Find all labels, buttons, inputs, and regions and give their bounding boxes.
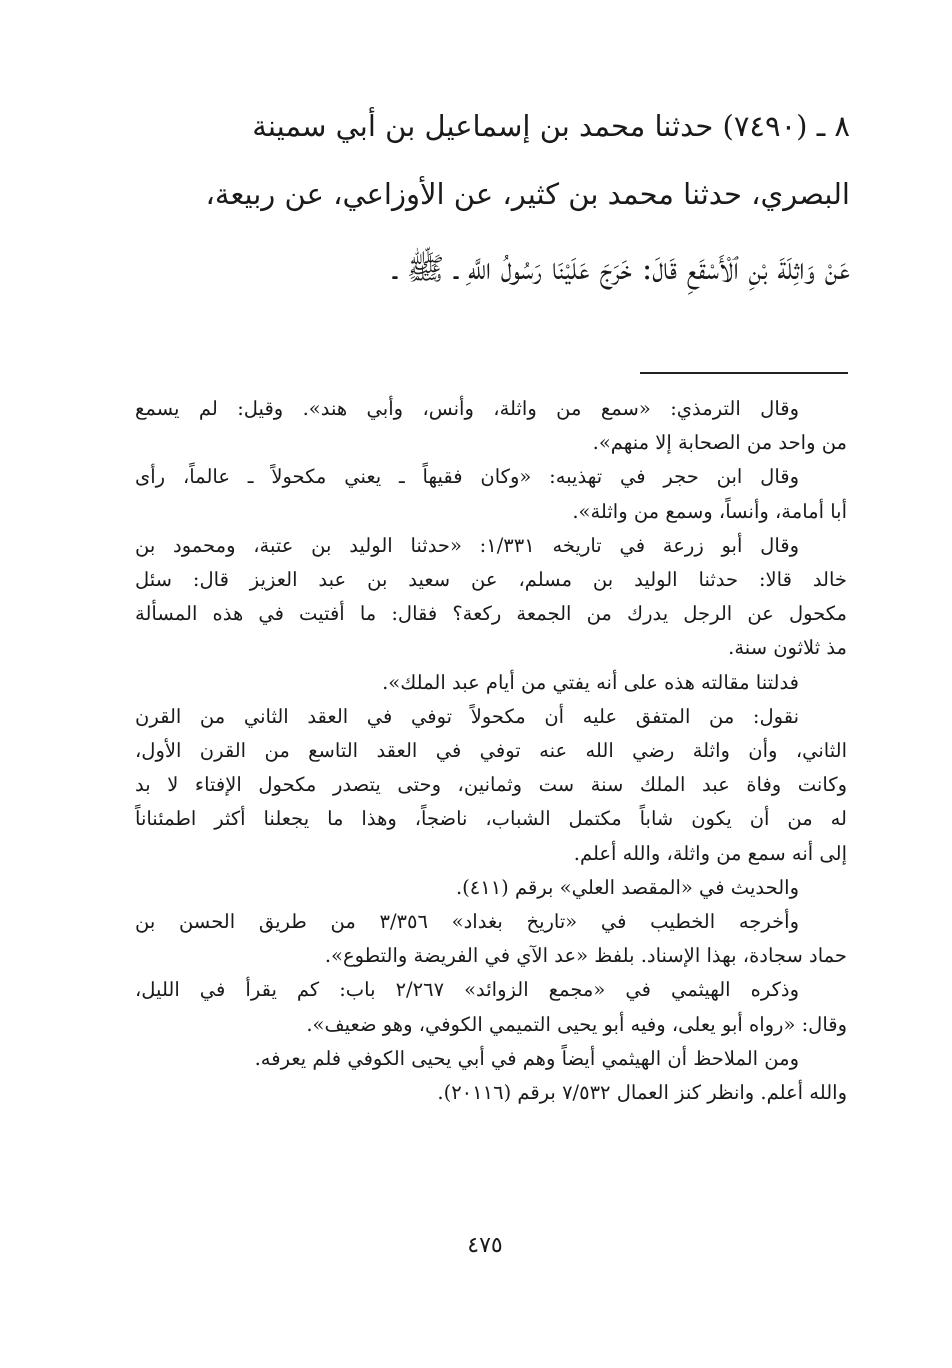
- footnote-line: وكانت وفاة عبد الملك سنة ست وثمانين، وحتى يتصدر مكحول الإفتاء لا بد: [135, 773, 847, 797]
- footnote-line: وأخرجه الخطيب في «تاريخ بغداد» ٣/٣٥٦ من طريق الحسن بن: [135, 910, 800, 934]
- footnote-line: وقال ابن حجر في تهذيبه: «وكان فقيهاً ـ يعني مكحولاً ـ عالماً، رأى: [135, 465, 799, 489]
- footnote-line: وذكره الهيثمي في «مجمع الزوائد» ٢/٢٦٧ باب: كم يقرأ في الليل،: [135, 978, 799, 1002]
- footnote-line: مذ ثلاثون سنة.: [728, 636, 847, 660]
- footnote-separator: [640, 372, 848, 374]
- hadith-line: عَنْ وَاثِلَةَ بْنِ ٱلْأَسْقَعِ قَالَ: خَرَجَ عَلَيْنَا رَسُولُ اللَّهِ ـ ﷺ ـ: [393, 251, 850, 287]
- footnote-line: والله أعلم. وانظر كنز العمال ٧/٥٣٢ برقم (٢٠١١٦).: [437, 1081, 847, 1105]
- hadith-line: ٨ ـ (٧٤٩٠) حدثنا محمد بن إسماعيل بن أبي سمينة: [252, 109, 850, 143]
- footnote-line: إلى أنه سمع من واثلة، والله أعلم.: [573, 841, 847, 865]
- footnote-line: ومن الملاحظ أن الهيثمي أيضاً وهم في أبي يحيى الكوفي فلم يعرفه.: [254, 1046, 799, 1070]
- hadith-text: [140, 92, 850, 310]
- footnote-line: وقال أبو زرعة في تاريخه ١/٣٣١: «حدثنا الوليد بن عتبة، ومحمود بن: [135, 533, 800, 557]
- page-number: ٤٧٥: [467, 1233, 503, 1258]
- footnote-line: حماد سجادة، بهذا الإسناد. بلفظ «عد الآي في الفريضة والتطوع».: [324, 944, 847, 968]
- footnote-line: وقال الترمذي: «سمع من واثلة، وأنس، وأبي هند». وقيل: لم يسمع: [135, 397, 799, 420]
- footnote-line: أبا أمامة، وأنساً، وسمع من واثلة».: [572, 499, 847, 523]
- footnotes-block: [135, 392, 847, 1110]
- footnote-line: فدلتنا مقالته هذه على أنه يفتي من أيام عبد الملك».: [382, 670, 799, 694]
- footnote-line: من واحد من الصحابة إلا منهم».: [592, 431, 847, 455]
- footnote-line: وقال: «رواه أبو يعلى، وفيه أبو يحيى التميمي الكوفي، وهو ضعيف».: [306, 1012, 847, 1036]
- footnote-line: خالد قالا: حدثنا الوليد بن مسلم، عن سعيد بن عبد العزيز قال: سئل: [135, 568, 847, 592]
- footnote-line: مكحول عن الرجل يدرك من الجمعة ركعة؟ فقال: ما أفتيت في هذه المسألة: [135, 602, 847, 626]
- footnote-line: نقول: من المتفق عليه أن مكحولاً توفي في العقد الثاني من القرن: [135, 704, 799, 728]
- footnote-line: له من أن يكون شاباً مكتمل الشباب، ناضجاً، وهذا ما يجعلنا أكثر اطمئناناً: [135, 807, 847, 831]
- hadith-line: البصري، حدثنا محمد بن كثير، عن الأوزاعي، عن ربيعة،: [205, 177, 850, 211]
- footnote-line: والحديث في «المقصد العلي» برقم (٤١١).: [455, 875, 799, 899]
- footnote-line: الثاني، وأن واثلة رضي الله عنه توفي في العقد التاسع من القرن الأول،: [135, 739, 847, 763]
